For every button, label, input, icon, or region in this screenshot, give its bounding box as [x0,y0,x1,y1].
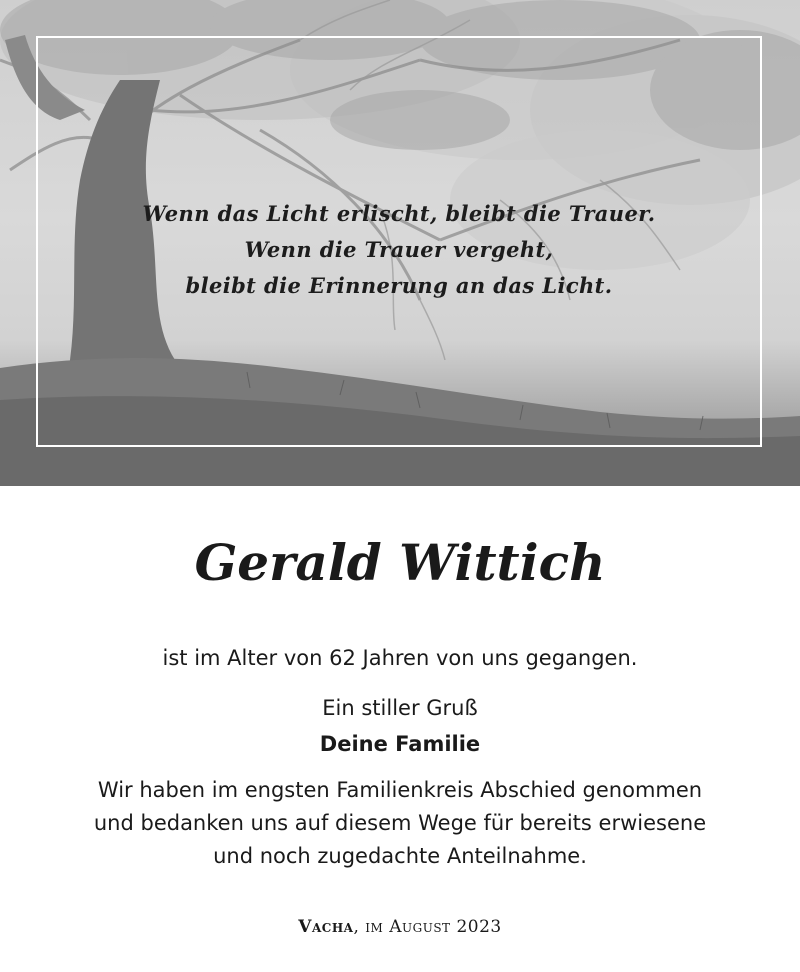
thanks-paragraph [30,774,770,873]
place-and-date [0,914,800,940]
thanks-line: und bedanken uns auf diesem Wege für bereits erwiesene [93,811,707,835]
thanks-line: Wir haben im engsten Familienkreis Abschied genommen [97,778,703,802]
deceased-name: Gerald Wittich [194,533,606,592]
quote-line: bleibt die Erinnerung an das Licht. [185,273,613,298]
quote-line: Wenn die Trauer vergeht, [244,237,554,262]
place-city: Vacha [298,917,354,937]
thanks-line: und noch zugedachte Anteilnahme. [213,844,587,868]
greeting-text: Ein stiller Gruß [322,696,478,720]
memorial-quote [36,196,762,304]
age-statement: ist im Alter von 62 Jahren von uns gegangen. [162,646,638,670]
place-date: , im August 2023 [353,917,502,937]
quote-line: Wenn das Licht erlischt, bleibt die Trauer. [142,201,656,226]
family-signature: Deine Familie [319,732,481,756]
